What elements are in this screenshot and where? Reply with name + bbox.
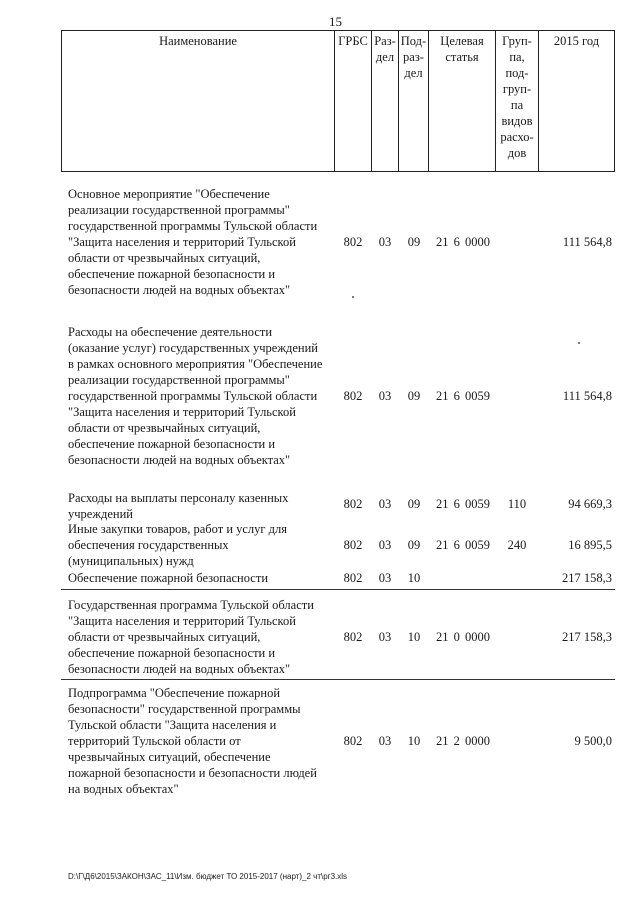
row-podrazdel: 09 bbox=[407, 497, 421, 511]
header-razdel-cell bbox=[371, 30, 399, 172]
row-group: 240 bbox=[507, 538, 527, 552]
row-razdel: 03 bbox=[378, 571, 392, 585]
row-target: 21 6 0059 bbox=[436, 497, 490, 511]
file-path-footer: D:\Г\Д6\2015\ЗАКОН\ЗАС_11\Изм. бюджет ТО 2015-2017 (нарт)_2 чт\рг3.xls bbox=[68, 872, 348, 881]
row-razdel: 03 bbox=[378, 389, 392, 403]
row-grbs: 802 bbox=[343, 235, 363, 249]
header-podrazdel: Под- раз- дел bbox=[400, 34, 427, 80]
row-amount: 94 669,3 bbox=[568, 497, 612, 511]
row-podrazdel: 10 bbox=[407, 571, 421, 585]
scan-speck bbox=[578, 342, 580, 344]
row-name: Основное мероприятие "Обеспечение реализации государственной программы" государственной программы Тульской области "Защита населения и территорий Тульской области от чрезвычайных ситуаций, обеспечение пожарной безопасности и безопасности людей на водных объектах" bbox=[68, 187, 318, 297]
page-number: 15 bbox=[329, 14, 342, 29]
row-target: 21 2 0000 bbox=[436, 734, 490, 748]
row-amount: 217 158,3 bbox=[562, 571, 612, 585]
row-name: Подпрограмма "Обеспечение пожарной безопасности" государственной программы Тульской области "Защита населения и территорий Тульской области от чрезвычайных ситуаций, обеспечение пожарной безопасности и безопасности людей на водных объектах" bbox=[68, 686, 317, 796]
row-target: 21 6 0059 bbox=[436, 389, 490, 403]
header-name: Наименование bbox=[159, 34, 237, 48]
row-amount: 9 500,0 bbox=[574, 734, 612, 748]
row-podrazdel: 09 bbox=[407, 389, 421, 403]
row-amount: 111 564,8 bbox=[562, 389, 612, 403]
row-grbs: 802 bbox=[343, 571, 363, 585]
header-grbs: ГРБС bbox=[338, 34, 368, 48]
row-grbs: 802 bbox=[343, 497, 363, 511]
header-year: 2015 год bbox=[553, 34, 600, 48]
row-razdel: 03 bbox=[378, 538, 392, 552]
row-amount: 111 564,8 bbox=[562, 235, 612, 249]
row-name: Обеспечение пожарной безопасности bbox=[68, 571, 269, 585]
header-target: Целевая статья bbox=[440, 34, 484, 64]
scan-speck bbox=[352, 296, 354, 298]
header-year-cell bbox=[538, 30, 615, 172]
row-podrazdel: 09 bbox=[407, 538, 421, 552]
row-razdel: 03 bbox=[378, 734, 392, 748]
row-name: Расходы на выплаты персоналу казенных учреждений bbox=[68, 491, 289, 521]
row-amount: 217 158,3 bbox=[562, 630, 612, 644]
header-podrazdel-cell bbox=[398, 30, 429, 172]
row-grbs: 802 bbox=[343, 734, 363, 748]
header-target-cell bbox=[428, 30, 496, 172]
row-podrazdel: 10 bbox=[407, 630, 421, 644]
header-name-cell bbox=[61, 30, 335, 172]
row-name: Государственная программа Тульской области "Защита населения и территорий Тульской области от чрезвычайных ситуаций, обеспечение пожарной безопасности и безопасности людей на водных объектах" bbox=[68, 598, 314, 676]
header-group: Груп- па, под- груп- па видов расхо- дов bbox=[500, 34, 534, 160]
row-amount: 16 895,5 bbox=[568, 538, 612, 552]
row-grbs: 802 bbox=[343, 538, 363, 552]
row-razdel: 03 bbox=[378, 235, 392, 249]
row-target: 21 0 0000 bbox=[436, 630, 490, 644]
row-grbs: 802 bbox=[343, 630, 363, 644]
row-target: 21 6 0059 bbox=[436, 538, 490, 552]
row-razdel: 03 bbox=[378, 630, 392, 644]
row-target: 21 6 0000 bbox=[436, 235, 490, 249]
row-name: Расходы на обеспечение деятельности (оказание услуг) государственных учреждений в рамках основного мероприятия "Обеспечение реализации государственной программы" государственной программы Тульской области "Защита населения и территорий Тульской области от чрезвычайных ситуаций, обеспечение пожарной безопасности и безопасности людей на водных объектах" bbox=[68, 325, 323, 467]
row-group: 110 bbox=[507, 497, 527, 511]
row-grbs: 802 bbox=[343, 389, 363, 403]
row-podrazdel: 09 bbox=[407, 235, 421, 249]
header-group-cell bbox=[495, 30, 539, 172]
row-razdel: 03 bbox=[378, 497, 392, 511]
header-razdel: Раз- дел bbox=[374, 34, 396, 64]
row-separator bbox=[61, 589, 615, 590]
row-name: Иные закупки товаров, работ и услуг для обеспечения государственных (муниципальных) нужд bbox=[68, 522, 288, 568]
row-podrazdel: 10 bbox=[407, 734, 421, 748]
header-grbs-cell bbox=[334, 30, 372, 172]
row-separator bbox=[61, 679, 615, 680]
